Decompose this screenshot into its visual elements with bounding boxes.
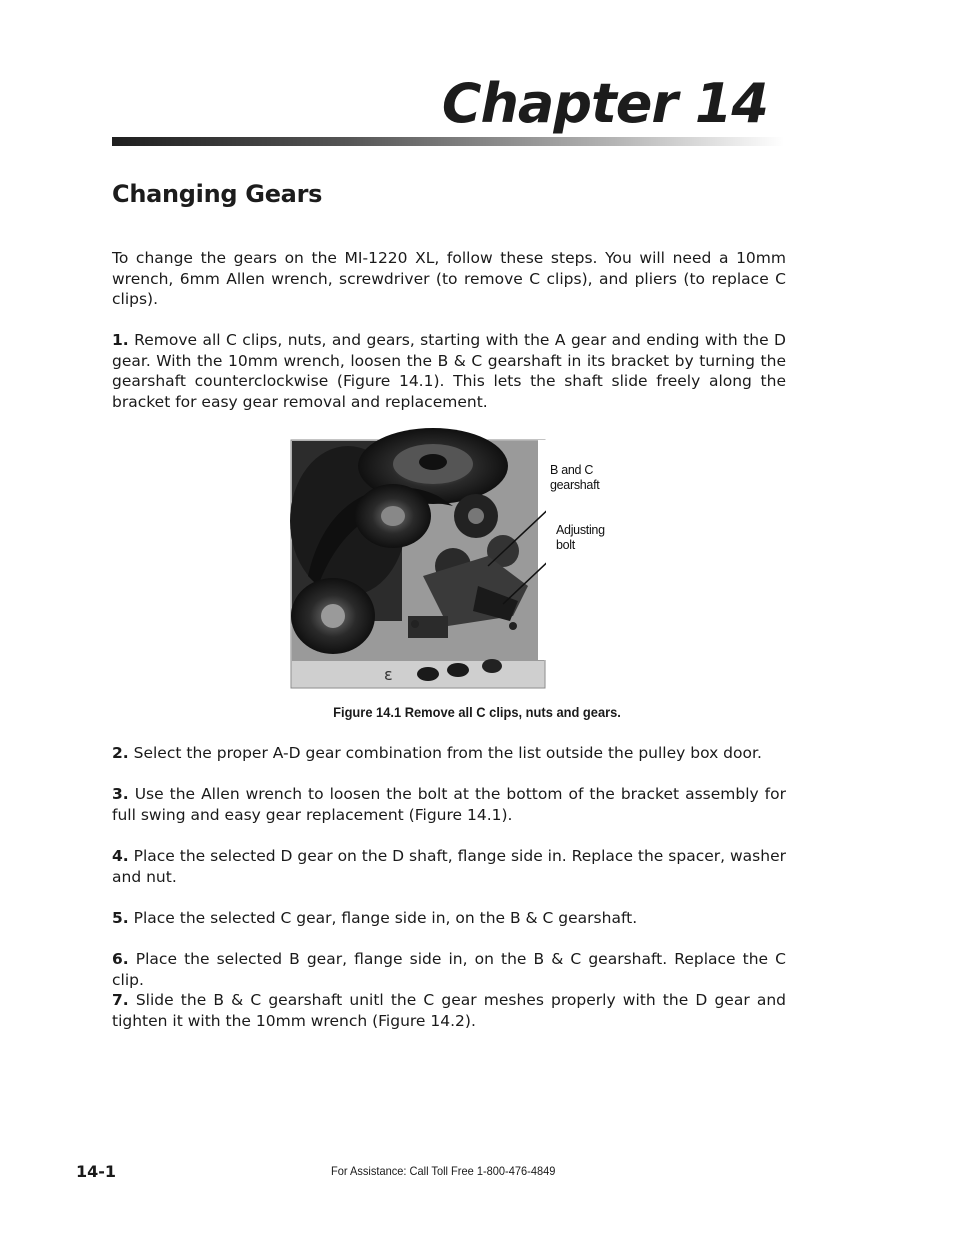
step-text: Select the proper A-D gear combination from the list outside the pulley box door. [133,744,762,762]
figure-caption: Figure 14.1 Remove all C clips, nuts and gears. [333,704,621,720]
step-3 [112,784,786,825]
step-number: 7. [112,991,129,1009]
footer-assistance: For Assistance: Call Toll Free 1-800-476-4849 [331,1164,556,1178]
step-number: 3. [112,785,129,803]
step-text: Place the selected C gear, flange side in, on the B & C gearshaft. [133,909,638,927]
label-gearshaft: B and C gearshaft [550,463,600,492]
page-number: 14-1 [76,1162,117,1181]
step-text: Place the selected D gear on the D shaft, flange side in. Replace the spacer, washer and nut. [112,847,786,886]
step-text: Slide the B & C gearshaft unitl the C gear meshes properly with the D gear and tighten it with the 10mm wrench (Figure 14.2). [112,991,786,1030]
step-number: 1. [112,331,129,349]
gear-assembly-photo [288,426,546,690]
chapter-rule [112,137,784,146]
step-5 [112,908,786,929]
figure-14-1 [288,426,605,690]
svg-text:ε: ε [384,665,393,684]
intro-paragraph: To change the gears on the MI-1220 XL, follow these steps. You will need a 10mm wrench, 6mm Allen wrench, screwdriver (to remove C clips), and pliers (to replace C clips). [112,249,786,309]
chapter-title: Chapter 14 [441,72,768,135]
step-text: Use the Allen wrench to loosen the bolt at the bottom of the bracket assembly for full swing and easy gear replacement (Figure 14.1). [112,785,786,824]
step-text: Remove all C clips, nuts, and gears, starting with the A gear and ending with the D gear. With the 10mm wrench, loosen the B & C gearshaft in its bracket by turning the gearshaft counterclockwise (Figure 14.1). This lets the shaft slide freely along the bracket for easy gear removal and replacement. [112,331,786,411]
step-1 [112,330,786,412]
step-number: 2. [112,744,129,762]
step-7 [112,990,786,1031]
step-number: 4. [112,847,129,865]
step-text: Place the selected B gear, flange side in, on the B & C gearshaft. Replace the C clip. [112,950,786,989]
step-4 [112,846,786,887]
step-number: 5. [112,909,129,927]
label-adjusting-bolt: Adjusting bolt [556,523,605,552]
section-title: Changing Gears [112,180,323,208]
step-number: 6. [112,950,129,968]
step-2 [112,743,786,764]
step-6 [112,949,786,990]
